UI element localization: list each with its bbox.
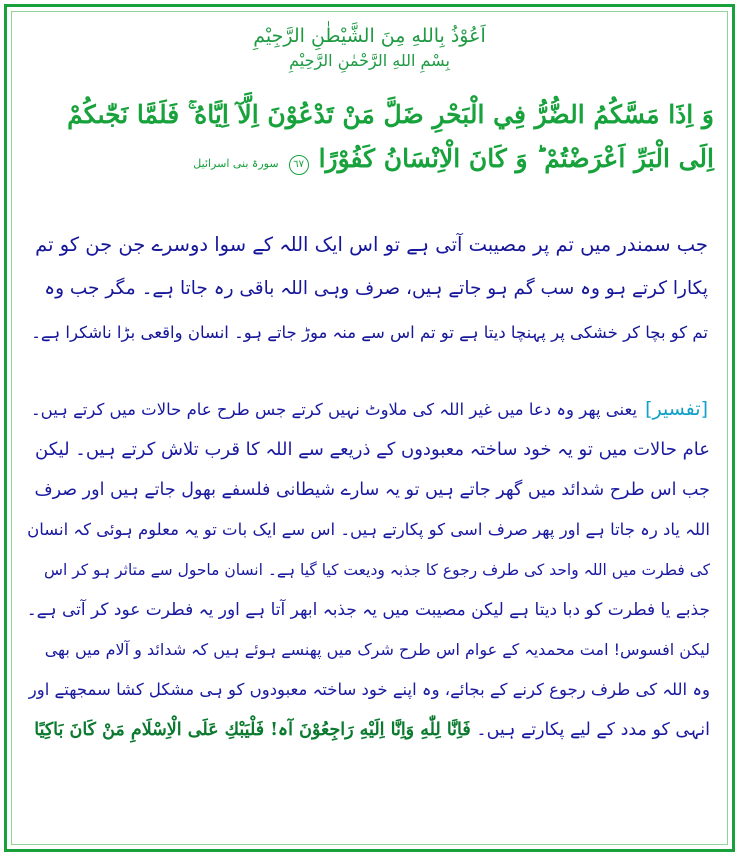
- tafseer-line: وہ اللہ کی طرف رجوع کرنے کے بجائے، وہ اپنے خود ساختہ معبودوں کو ہی مشکل کشا سمجھتے اور: [28, 680, 710, 699]
- bismillah-text: بِسْمِ اللهِ الرَّحْمٰنِ الرَّحِيْمِ: [289, 51, 450, 70]
- ayah-number-mark: ٦٧: [289, 155, 309, 175]
- tafseer-section: [27, 389, 710, 750]
- tafseer-line: کی فطرت میں اللہ واحد کی طرف رجوع کا جذبہ ودیعت کیا گیا ہے۔ انسان ماحول سے متاثر ہو کر اس: [44, 561, 710, 579]
- translation-line: جب سمندر میں تم پر مصیبت آتی ہے تو اس ایک اللہ کے سوا دوسرے جن جن کو تم: [35, 233, 708, 256]
- tafseer-line-text: انہی کو مدد کے لیے پکارتے ہیں۔: [476, 720, 710, 740]
- tafseer-line: [27, 389, 710, 430]
- tafseer-line: اللہ یاد رہ جاتا ہے اور پھر صرف اسی کو پکارتے ہیں۔ اس سے ایک بات تو یہ معلوم ہوئی کہ انسان: [27, 520, 710, 539]
- header: [7, 23, 732, 73]
- surah-reference: سورۃ بنی اسرائیل: [193, 157, 279, 170]
- tafseer-line-text: یعنی پھر وہ دعا میں غیر اللہ کی ملاوٹ نہیں کرتے جس طرح عام حالات میں کرتے ہیں۔: [30, 400, 638, 419]
- closing-arabic: فَاِنَّا لِلّٰهِ وَاِنَّا اِلَيْهِ رَاجِعُوْنَ آہ! فَلْيَبْكِ عَلَى الْاِسْلَامِ مَنْ كَانَ بَاكِيًا: [34, 720, 471, 740]
- tafseer-line: جذبے یا فطرت کو دبا دیتا ہے لیکن مصیبت میں یہ جذبہ ابھر آتا ہے اور یہ فطرت عود کر آتی ہے۔: [26, 600, 710, 620]
- tafseer-label: [تفسیر]: [645, 398, 708, 420]
- tafseer-line: لیکن افسوس! امت محمدیہ کے عوام اس طرح شرک میں پھنسے ہوئے ہیں کہ شدائد و آلام میں بھی: [44, 640, 710, 659]
- quran-verse: [25, 93, 714, 186]
- taawwuz-text: اَعُوْذُ بِاللهِ مِنَ الشَّيْطٰنِ الرَّجِيْمِ: [253, 25, 486, 47]
- verse-line-2-row: [25, 137, 714, 186]
- tafseer-line: جب اس طرح شدائد میں گھر جاتے ہیں تو یہ سارے شیطانی فلسفے بھول جاتے ہیں اور صرف: [34, 480, 710, 500]
- translation-line: تم کو بچا کر خشکی پر پہنچا دیتا ہے تو تم اس سے منہ موڑ جاتے ہو۔ انسان واقعی بڑا ناشکرا ہے۔: [31, 323, 708, 342]
- verse-line-2: اِلَى الْبَرِّ اَعْرَضْتُمْ ؕ وَ كَانَ الْاِنْسَانُ كَفُوْرًا: [318, 144, 714, 173]
- tafseer-line: [27, 710, 710, 750]
- page-frame: [4, 4, 735, 852]
- urdu-translation: [29, 223, 708, 355]
- tafseer-label-text: تفسیر: [652, 398, 701, 420]
- tafseer-line: عام حالات میں تو یہ خود ساختہ معبودوں کے ذریعے سے اللہ کا قرب تلاش کرتے ہیں۔ لیکن: [35, 439, 710, 460]
- translation-line: پکارا کرتے ہو وہ سب گم ہو جاتے ہیں، صرف وہی اللہ باقی رہ جاتا ہے۔ مگر جب وہ: [44, 278, 708, 299]
- verse-line-1: وَ اِذَا مَسَّكُمُ الضُّرُّ فِي الْبَحْرِ ضَلَّ مَنْ تَدْعُوْنَ اِلَّآ اِيَّاهُ ۚ فَلَمَّا نَجّٰىكُمْ: [67, 100, 714, 129]
